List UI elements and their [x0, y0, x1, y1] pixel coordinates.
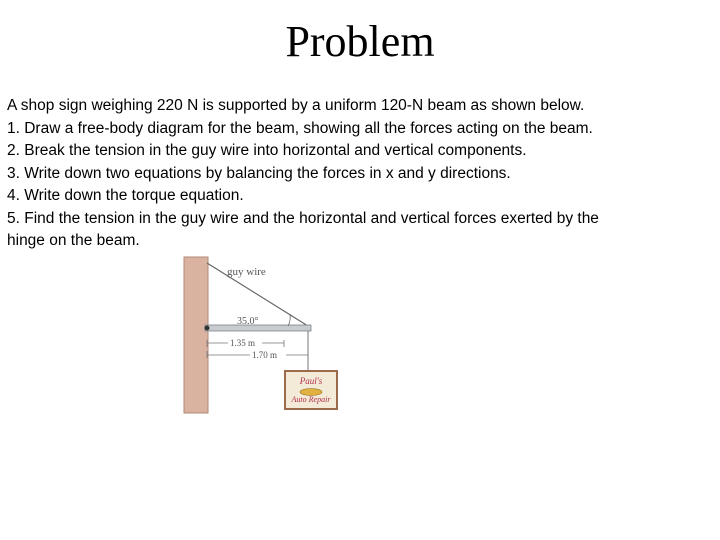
guy-wire-label: guy wire — [227, 266, 266, 278]
hinge — [205, 326, 210, 331]
sign-text-line-1: Paul's — [299, 376, 323, 386]
problem-intro: A shop sign weighing 220 N is supported by a uniform 120-N beam as shown below. — [7, 97, 585, 114]
angle-arc — [288, 314, 290, 326]
car-icon — [300, 389, 322, 396]
problem-text — [7, 95, 713, 253]
problem-item-3: 3. Write down two equations by balancing the forces in x and y directions. — [7, 164, 511, 182]
beam-diagram-svg — [180, 255, 350, 415]
dimension-1-label: 1.35 m — [230, 338, 256, 348]
problem-item-5: 5. Find the tension in the guy wire and the horizontal and vertical forces exerted by the — [7, 209, 599, 227]
sign-text-line-2: Auto Repair — [291, 395, 331, 404]
dimension-2-label: 1.70 m — [252, 350, 278, 360]
problem-item-1: 1. Draw a free-body diagram for the beam, showing all the forces acting on the beam. — [7, 119, 593, 137]
angle-label: 35.0° — [237, 316, 259, 327]
problem-item-5-cont: hinge on the beam. — [7, 232, 140, 249]
wall — [184, 257, 208, 413]
problem-item-4: 4. Write down the torque equation. — [7, 187, 244, 204]
problem-item-2: 2. Break the tension in the guy wire into horizontal and vertical components. — [7, 142, 527, 159]
page-title: Problem — [285, 17, 435, 66]
beam-diagram — [180, 255, 350, 415]
